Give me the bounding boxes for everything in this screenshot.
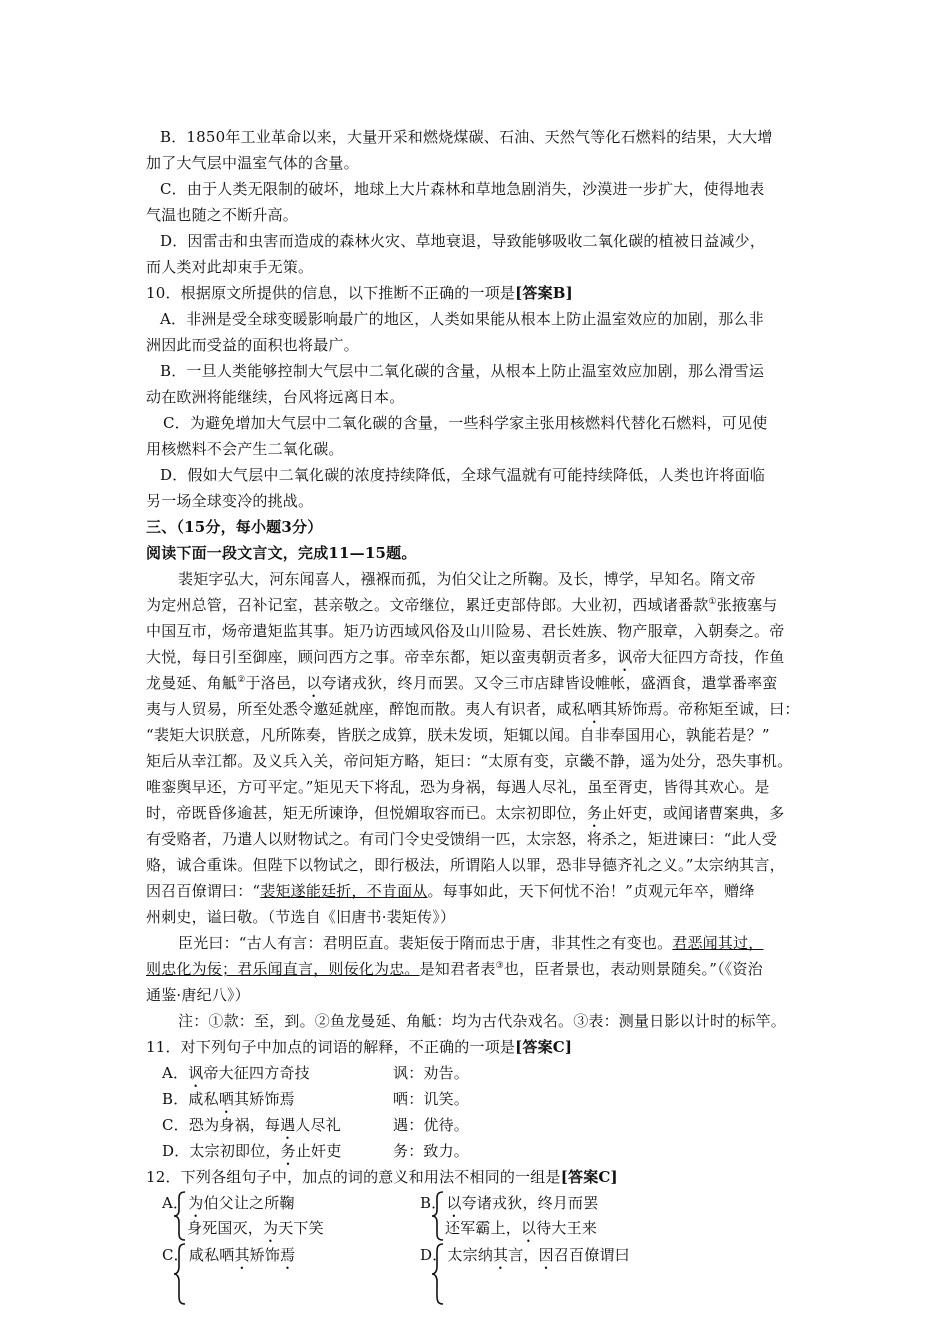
option-b-line2: 加了大气层中温室气体的含量。 — [146, 154, 359, 172]
text: 伯父让之所鞠 — [203, 1194, 295, 1212]
dotted-word: 以 — [521, 1219, 537, 1237]
question-10-text: 10．根据原文所提供的信息，以下推断不正确的一项是 — [146, 284, 516, 302]
commentary-line-2 — [146, 959, 763, 979]
passage-line-6 — [146, 699, 800, 727]
option-b-line1: B．1850年工业革命以来，大量开采和燃烧煤碳、石油、天然气等化石燃料的结果，大大增 — [160, 128, 773, 146]
dotted-word: 为 — [188, 1194, 204, 1212]
dotted-word: 因 — [538, 1246, 554, 1264]
dotted-word: 焉 — [280, 1246, 296, 1264]
passage-line-2 — [146, 595, 778, 615]
dotted-word: 以 — [446, 1194, 462, 1212]
q11-option-a-gloss: 讽：劝告。 — [393, 1064, 470, 1082]
text: A． — [162, 1064, 189, 1082]
answer-label: [答案C] — [560, 1168, 618, 1186]
passage-line-14: 州刺史，谥曰敬。（节选自《旧唐书·裴矩传》） — [146, 908, 456, 926]
text: 止奸吏，或闻诸曹案典，多 — [602, 804, 785, 822]
q12-option-a-line2 — [187, 1218, 324, 1246]
q12-option-d-line1 — [420, 1245, 630, 1273]
dotted-word: 为 — [263, 1219, 279, 1237]
q12-option-b-line1 — [420, 1193, 598, 1221]
footnote-marker: ③ — [495, 961, 504, 971]
text: 是知君者表 — [419, 960, 496, 978]
q10-option-d-line1: D．假如大气层中二氧化碳的浓度持续降低，全球气温就有可能持续降低，人类也许将面临 — [160, 466, 766, 484]
text: 因召百僚谓曰：“ — [146, 882, 261, 900]
dotted-word: 讽 — [617, 648, 633, 666]
dotted-word: 哂 — [586, 700, 603, 718]
passage-line-5 — [146, 673, 778, 701]
reading-instruction: 阅读下面一段文言文，完成11—15题。 — [146, 544, 417, 562]
dotted-word: 哂 — [218, 1090, 235, 1108]
footnote-marker: ② — [237, 675, 246, 685]
text: 帝大征四方奇技，作鱼 — [632, 648, 785, 666]
dotted-word: 务 — [586, 804, 603, 822]
passage-line-8: 矩后从幸江都。及义兵入关，帝问矩方略，矩曰：“太原有变，京畿不静，遥为处分，恐失事机。 — [146, 752, 793, 770]
underlined-sentence: 裴矩遂能廷折，不肯面从 — [260, 882, 428, 900]
text: 其矫饰焉 — [234, 1090, 295, 1108]
footnote-marker: ① — [708, 597, 717, 607]
text: 大悦，每日引至御座，顾问西方之事。帝幸东都，矩以蛮夷朝贡者多， — [146, 648, 618, 666]
option-c-line2: 气温也随之不断升高。 — [146, 206, 299, 224]
dotted-word: 其 — [234, 1246, 250, 1264]
text: D．太宗初即位， — [162, 1142, 281, 1160]
text: 身死国灭， — [187, 1219, 264, 1237]
q11-option-c-gloss: 遇：优待。 — [393, 1116, 470, 1134]
question-11 — [146, 1037, 572, 1057]
text: 时，帝既昏侈逾甚，矩无所谏诤，但悦媚取容而已。太宗初即位， — [146, 804, 587, 822]
question-11-text: 11．对下列句子中加点的词语的解释，不正确的一项是 — [146, 1038, 516, 1056]
q12-option-b-line2 — [445, 1218, 597, 1246]
q11-option-d — [162, 1141, 341, 1169]
passage-line-7: “裴矩大识朕意，凡所陈奏，皆朕之成算，朕未发顷，矩辄以闻。自非奉国用心，孰能若是？” — [146, 726, 770, 744]
text: 言， — [508, 1246, 539, 1264]
q10-option-d-line2: 另一场全球变冷的挑战。 — [146, 492, 314, 510]
text: 其矫饰焉。帝称矩至诚，曰： — [602, 700, 800, 718]
section-three-heading: 三、（15分，每小题3分） — [146, 518, 323, 536]
text: 矫饰 — [249, 1246, 281, 1264]
answer-label: [答案C] — [515, 1038, 573, 1056]
underlined-sentence: 则忠化为佞；君乐闻直言，则佞化为忠。 — [146, 960, 420, 978]
commentary-line-1 — [178, 933, 763, 953]
text: C．咸私哂 — [162, 1246, 235, 1264]
brace-option-d — [430, 1243, 446, 1305]
text: 止奸吏 — [295, 1142, 342, 1160]
question-12 — [146, 1167, 618, 1187]
commentary-line-3: 通鉴·唐纪八》） — [146, 986, 250, 1004]
text: D．太宗纳 — [420, 1246, 494, 1264]
q10-option-b-line1: B．一旦人类能够控制大气层中二氧化碳的含量，从根本上防止温室效应加剧，那么滑雪运 — [160, 362, 765, 380]
passage-line-12: 赂，诚合重诛。但陛下以物试之，即行极法，所谓陷人以罪，恐非导德齐礼之义。”太宗纳其言， — [146, 856, 785, 874]
text: 为定州总管，召补记室，甚亲敬之。文帝继位，累迁吏部侍郎。大业初，西域诸番款 — [146, 596, 709, 614]
dotted-word: 遇 — [280, 1116, 296, 1134]
text: 召百僚谓曰 — [553, 1246, 630, 1264]
option-d-line1: D．因雷击和虫害而造成的森林火灾、草地衰退，导致能够吸收二氧化碳的植被日益减少， — [160, 232, 766, 250]
brace-option-c — [172, 1243, 188, 1305]
footnotes: 注：①款：至，到。②鱼龙曼延、角觝：均为古代杂戏名。③表：测量日影以计时的标竿。 — [178, 1012, 787, 1030]
passage-line-4 — [146, 647, 784, 675]
underlined-sentence: 君恶闻其过， — [672, 934, 764, 952]
q10-option-b-line2: 动在欧洲将能继续，台风将远离日本。 — [146, 388, 405, 406]
option-d-line2: 而人类对此却束手无策。 — [146, 258, 314, 276]
q10-option-c-line1: C．为避免增加大气层中二氧化碳的含量，一些科学家主张用核燃料代替化石燃料，可见使 — [163, 414, 768, 432]
text: 夸诸戎狄，终月而罢 — [461, 1194, 599, 1212]
q10-option-c-line2: 用核燃料不会产生二氧化碳。 — [146, 440, 344, 458]
q10-option-a-line2: 洲因此而受益的面积也将最广。 — [146, 336, 359, 354]
brace-option-a — [172, 1191, 188, 1241]
q11-option-d-gloss: 务：致力。 — [393, 1142, 470, 1160]
q10-option-a-line1: A．非洲是受全球变暖影响最广的地区，人类如果能从根本上防止温室效应的加剧，那么非 — [160, 310, 764, 328]
text: 天下笑 — [278, 1219, 324, 1237]
q11-option-b — [162, 1089, 295, 1117]
answer-label: [答案B] — [515, 284, 573, 302]
passage-line-1: 裴矩字弘大，河东闻喜人，襁褓而孤，为伯父让之所鞠。及长，博学，早知名。隋文帝 — [178, 570, 756, 588]
dotted-word: 讽 — [188, 1064, 204, 1082]
dotted-word: 务 — [280, 1142, 296, 1160]
text: 待大王来 — [536, 1219, 598, 1237]
text: 也，臣者景也，表动则景随矣。”（《资治 — [503, 960, 763, 978]
text: 夸诸戎狄，终月而罢。又令三市店肆皆设帷帐，盛酒食，遣掌番率蛮 — [321, 674, 778, 692]
question-10 — [146, 283, 573, 303]
text: 人尽礼 — [295, 1116, 341, 1134]
text: 帝大征四方奇技 — [203, 1064, 310, 1082]
text: 张掖塞与 — [716, 596, 778, 614]
question-12-text: 12．下列各组句子中，加点的词的意义和用法不相同的一组是 — [146, 1168, 561, 1186]
text: 夷与人贸易，所至处悉令邀延就座，醉饱而散。夷人有识者，咸私 — [146, 700, 587, 718]
text: 还军霸上， — [445, 1219, 522, 1237]
passage-line-3: 中国互市，炀帝遣矩监其事。矩乃访西域风俗及山川险易、君长姓族、物产服章，入朝奏之。帝 — [146, 622, 785, 640]
text: 臣光曰：“古人有言：君明臣直。裴矩佞于隋而忠于唐，非其性之有变也。 — [178, 934, 673, 952]
q11-option-b-gloss: 哂：讥笑。 — [393, 1090, 470, 1108]
passage-line-10 — [146, 803, 784, 831]
text: 于洛邑， — [245, 674, 307, 692]
text: B． — [420, 1194, 447, 1212]
text: C．恐为身祸，每 — [162, 1116, 281, 1134]
passage-line-13 — [146, 881, 755, 901]
text: 龙曼延、角觝 — [146, 674, 238, 692]
q11-option-a — [162, 1063, 310, 1091]
brace-option-b — [430, 1191, 446, 1241]
text: 。每事如此，天下何忧不治！”贞观元年卒，赠绛 — [427, 882, 755, 900]
dotted-word: 其 — [493, 1246, 509, 1264]
text: A． — [162, 1194, 189, 1212]
passage-line-11: 有受赂者，乃遣人以财物试之。有司门令史受馈绢一匹，太宗怒，将杀之，矩进谏曰：“此人受 — [146, 830, 778, 848]
dotted-word: 以 — [306, 674, 322, 692]
text: B．咸私 — [162, 1090, 219, 1108]
passage-line-9: 唯銮舆早还，方可平定。”矩见天下将乱，恐为身祸，每遇人尽礼，虽至胥吏，皆得其欢心。是 — [146, 778, 770, 796]
q11-option-c — [162, 1115, 341, 1143]
option-c-line1: C．由于人类无限制的破坏，地球上大片森林和草地急剧消失，沙漠进一步扩大，使得地表 — [160, 180, 765, 198]
